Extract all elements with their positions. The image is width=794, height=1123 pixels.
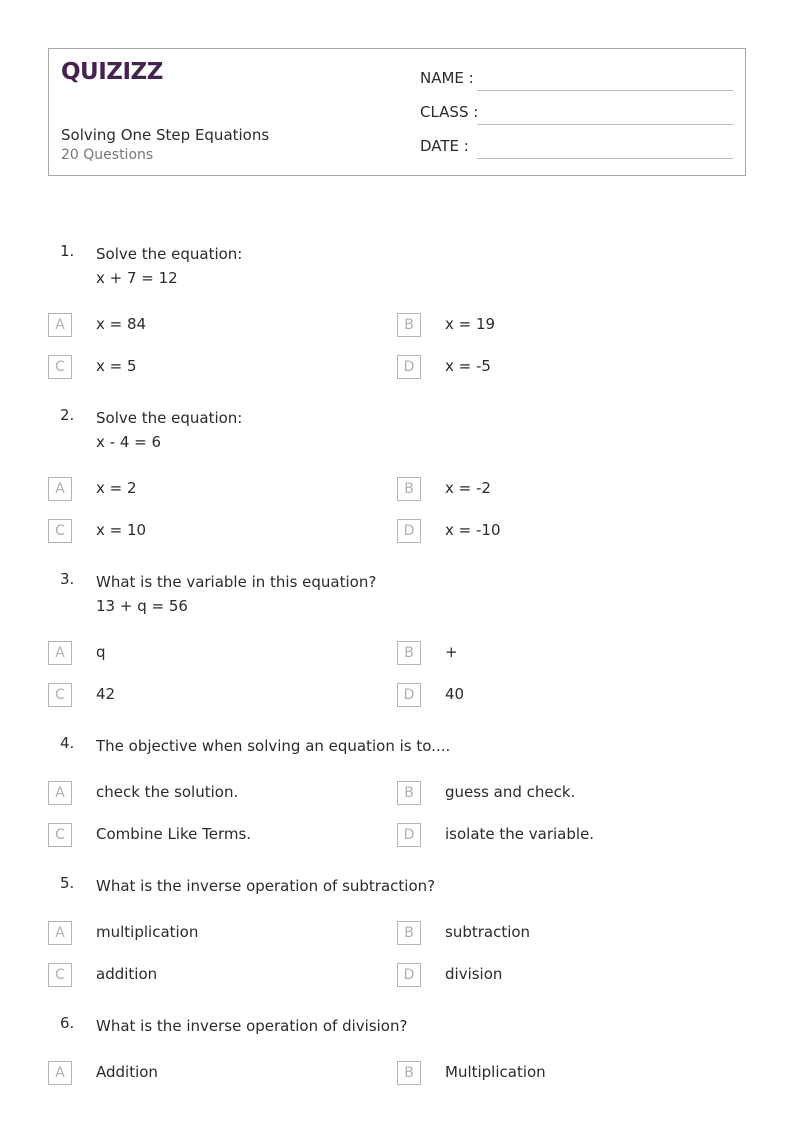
- question-number: 2.: [60, 406, 75, 424]
- date-field[interactable]: [420, 137, 735, 159]
- date-label: DATE :: [420, 137, 469, 155]
- option-text: addition: [96, 965, 158, 983]
- option-letter: C: [48, 823, 72, 847]
- question-text: What is the variable in this equation? 13 + q = 56: [96, 573, 377, 615]
- question-text: The objective when solving an equation is to....: [96, 737, 451, 755]
- option-text: x = -10: [445, 521, 501, 539]
- question-text: Solve the equation: x - 4 = 6: [96, 409, 243, 451]
- option-letter: A: [48, 781, 72, 805]
- option-text: check the solution.: [96, 783, 239, 801]
- class-line[interactable]: [477, 124, 733, 125]
- quizizz-logo: QUIZIZZ: [61, 59, 163, 85]
- question-count: 20 Questions: [61, 147, 154, 163]
- option-letter: B: [397, 1061, 421, 1085]
- option-letter: B: [397, 781, 421, 805]
- option-text: x = 19: [445, 315, 496, 333]
- class-field[interactable]: [420, 103, 735, 125]
- option-text: Addition: [96, 1063, 158, 1081]
- option-text: guess and check.: [445, 783, 576, 801]
- option-letter: A: [48, 921, 72, 945]
- option-letter: D: [397, 683, 421, 707]
- question-number: 6.: [60, 1014, 75, 1032]
- option-letter: B: [397, 641, 421, 665]
- option-letter: B: [397, 313, 421, 337]
- option-text: 42: [96, 685, 116, 703]
- class-label: CLASS :: [420, 103, 479, 121]
- option-text: q: [96, 643, 106, 661]
- question-text: What is the inverse operation of division?: [96, 1017, 408, 1035]
- option-text: x = -2: [445, 479, 491, 497]
- option-text: isolate the variable.: [445, 825, 595, 843]
- option-letter: C: [48, 683, 72, 707]
- option-text: x = -5: [445, 357, 491, 375]
- option-letter: C: [48, 963, 72, 987]
- option-letter: A: [48, 313, 72, 337]
- option-letter: D: [397, 519, 421, 543]
- question-number: 4.: [60, 734, 75, 752]
- name-field[interactable]: [420, 69, 735, 91]
- option-letter: D: [397, 963, 421, 987]
- option-text: x = 2: [96, 479, 137, 497]
- question-number: 3.: [60, 570, 75, 588]
- option-letter: C: [48, 355, 72, 379]
- option-letter: B: [397, 477, 421, 501]
- option-letter: C: [48, 519, 72, 543]
- option-letter: B: [397, 921, 421, 945]
- worksheet-title: Solving One Step Equations: [61, 126, 270, 144]
- question-number: 5.: [60, 874, 75, 892]
- option-text: x = 10: [96, 521, 147, 539]
- option-letter: A: [48, 641, 72, 665]
- name-label: NAME :: [420, 69, 474, 87]
- option-text: x = 5: [96, 357, 137, 375]
- option-text: Combine Like Terms.: [96, 825, 252, 843]
- option-text: x = 84: [96, 315, 147, 333]
- worksheet-header: [48, 48, 746, 176]
- option-letter: A: [48, 1061, 72, 1085]
- question-number: 1.: [60, 242, 75, 260]
- option-letter: A: [48, 477, 72, 501]
- option-text: Multiplication: [445, 1063, 546, 1081]
- question-text: Solve the equation: x + 7 = 12: [96, 245, 243, 287]
- option-letter: D: [397, 355, 421, 379]
- option-text: +: [445, 643, 458, 661]
- option-text: subtraction: [445, 923, 531, 941]
- option-text: division: [445, 965, 503, 983]
- question-text: What is the inverse operation of subtraction?: [96, 877, 436, 895]
- option-text: 40: [445, 685, 465, 703]
- option-text: multiplication: [96, 923, 199, 941]
- option-letter: D: [397, 823, 421, 847]
- date-line[interactable]: [477, 158, 733, 159]
- name-line[interactable]: [477, 90, 733, 91]
